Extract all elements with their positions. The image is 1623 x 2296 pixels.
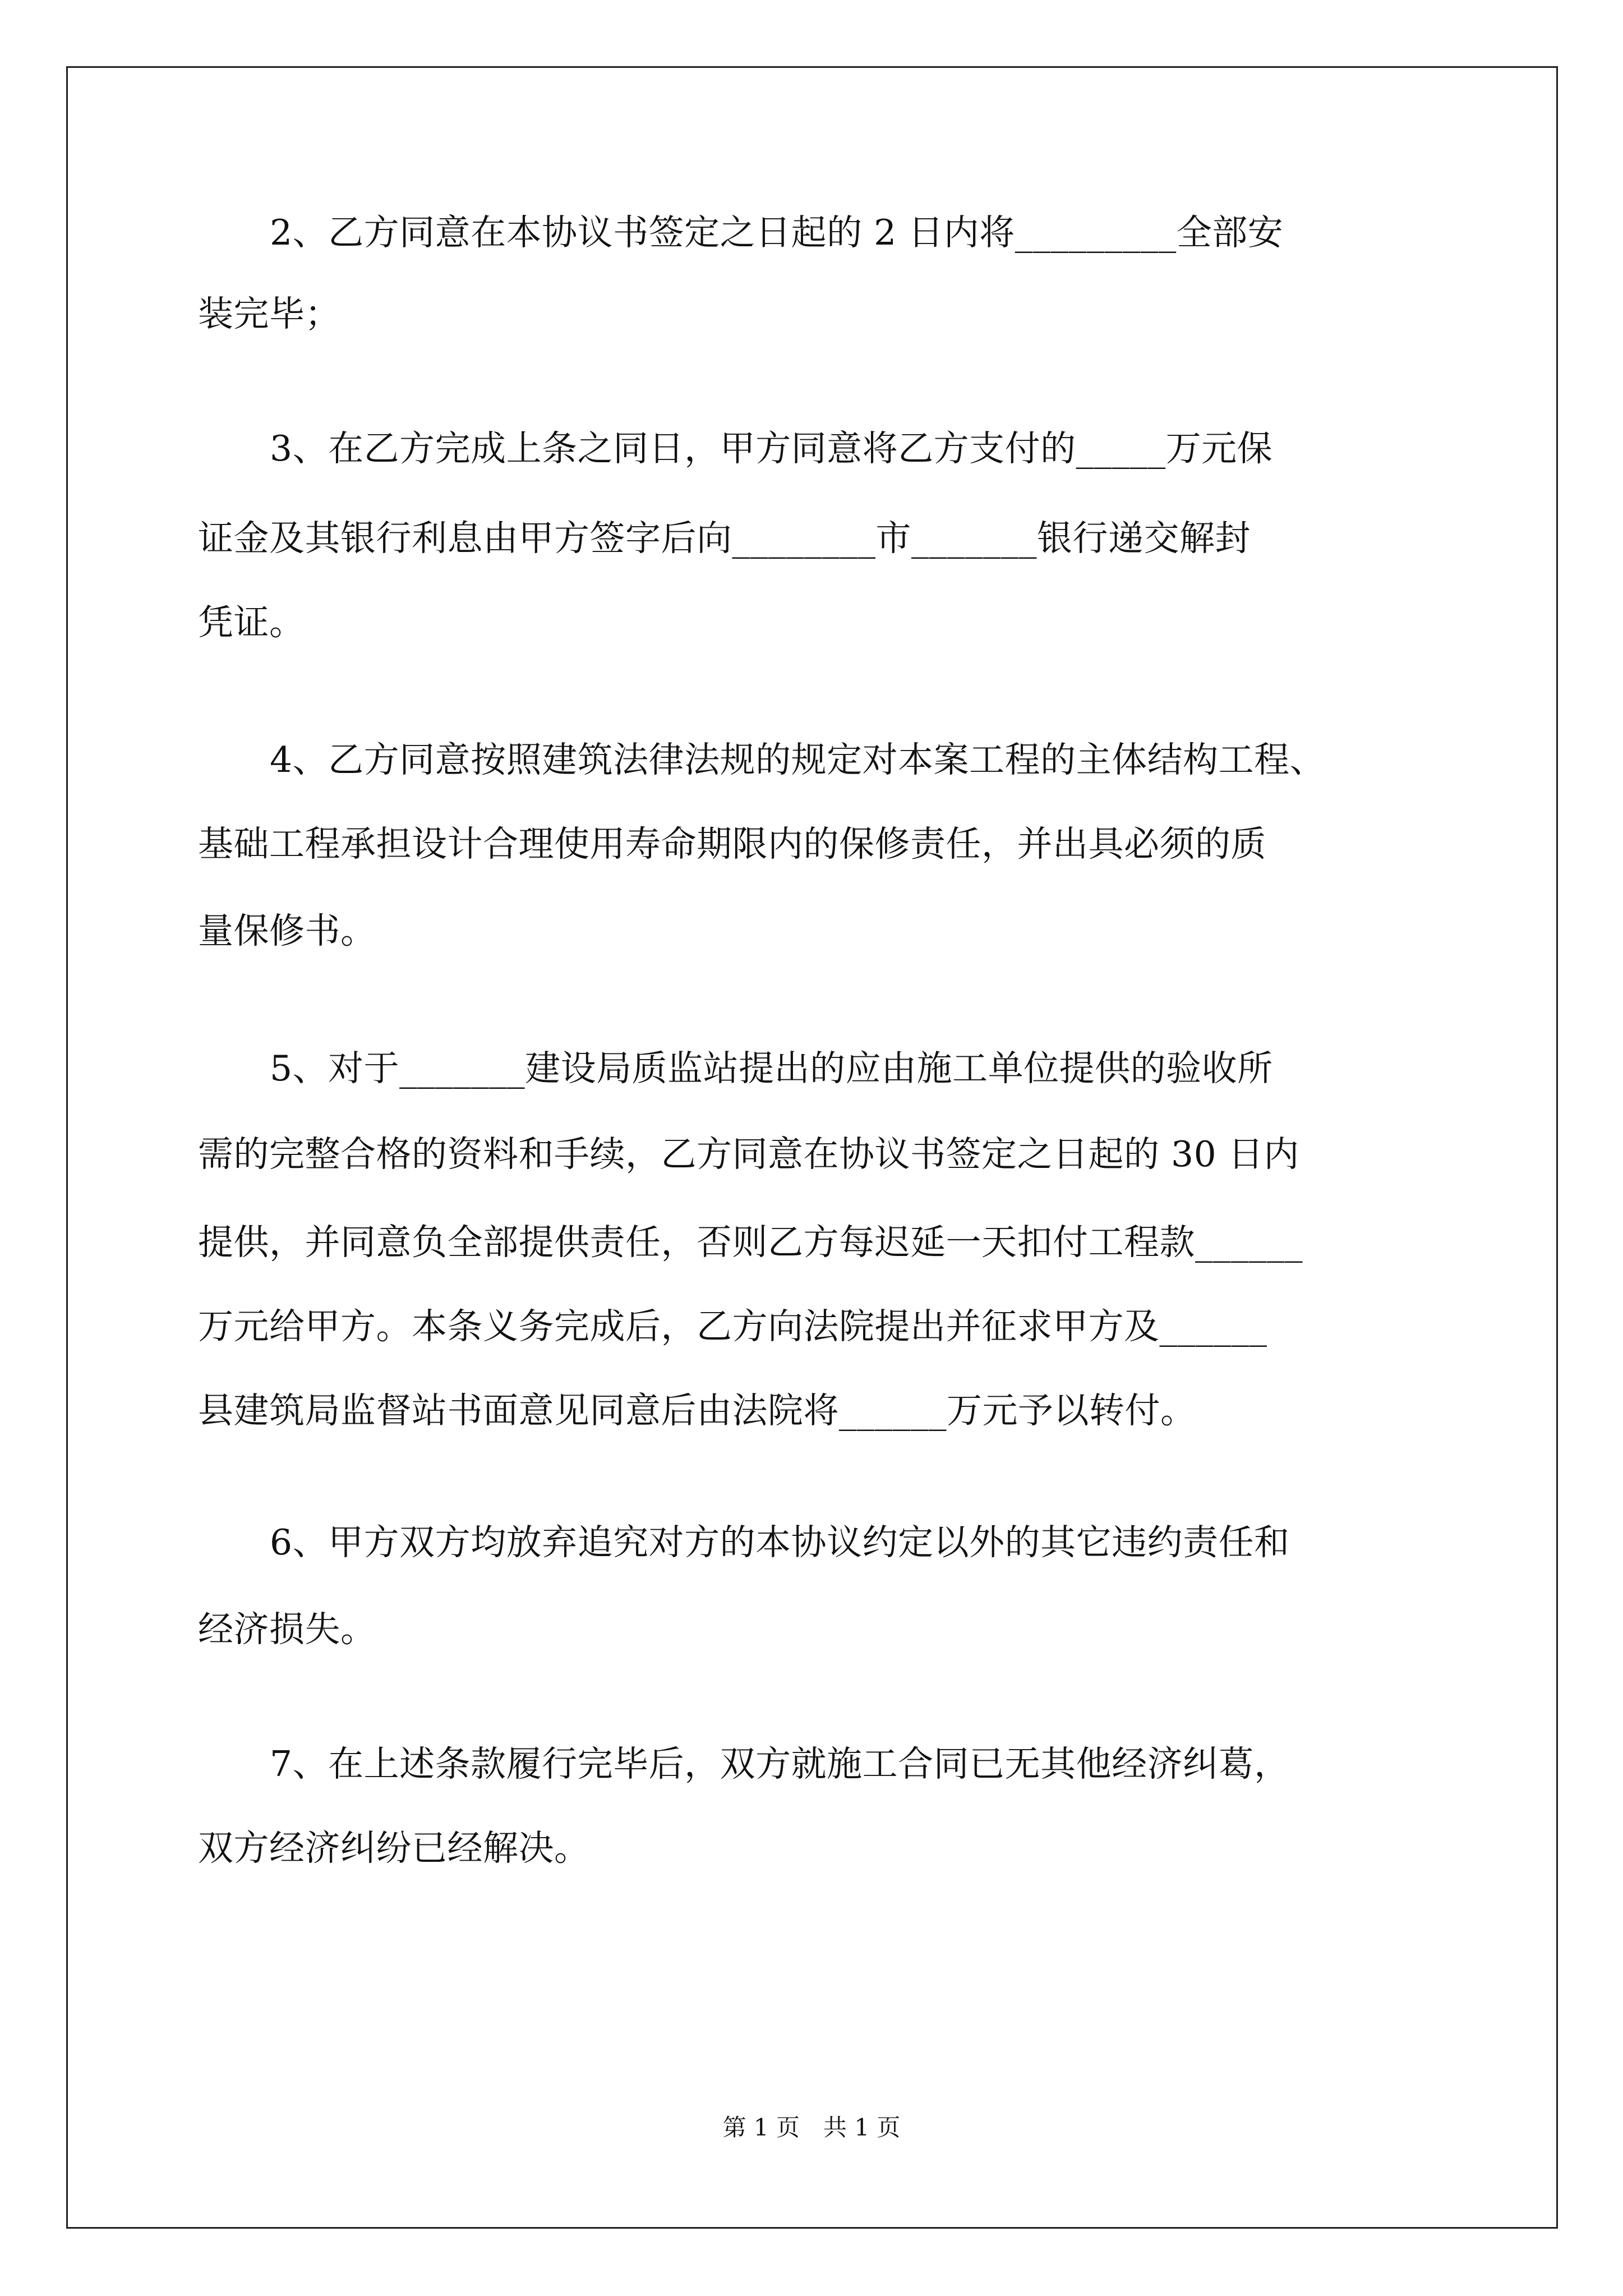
clause-7-line-1: 7、在上述条款履行完毕后，双方就施工合同已无其他经济纠葛， [270, 1743, 1290, 1784]
clause-3-line-3: 凭证。 [198, 602, 305, 643]
clause-5-line-3: 提供，并同意负全部提供责任，否则乙方每迟延一天扣付工程款______ [198, 1222, 1303, 1263]
clause-5-line-5: 县建筑局监督站书面意见同意后由法院将______万元予以转付。 [198, 1390, 1196, 1431]
clause-4-line-1: 4、乙方同意按照建筑法律法规的规定对本案工程的主体结构工程、 [270, 739, 1326, 780]
clause-5-line-1: 5、对于_______建设局质监站提出的应由施工单位提供的验收所 [270, 1048, 1273, 1089]
clause-5-line-2: 需的完整合格的资料和手续，乙方同意在协议书签定之日起的 30 日内 [198, 1134, 1299, 1175]
clause-6-line-2: 经济损失。 [198, 1609, 376, 1650]
clause-4-line-2: 基础工程承担设计合理使用寿命期限内的保修责任，并出具必须的质 [198, 823, 1266, 864]
page-footer: 第 1 页 共 1 页 [722, 2114, 901, 2141]
clause-2-line-1: 2、乙方同意在本协议书签定之日起的 2 日内将_________全部安 [270, 212, 1284, 253]
clause-5-line-4: 万元给甲方。本条义务完成后，乙方向法院提出并征求甲方及______ [198, 1306, 1267, 1347]
clause-7-line-2: 双方经济纠纷已经解决。 [198, 1828, 590, 1869]
clause-4-line-3: 量保修书。 [198, 910, 376, 951]
clause-6-line-1: 6、甲方双方均放弃追究对方的本协议约定以外的其它违约责任和 [270, 1522, 1290, 1563]
clause-2-line-2: 装完毕； [198, 293, 340, 334]
clause-3-line-1: 3、在乙方完成上条之同日，甲方同意将乙方支付的_____万元保 [270, 428, 1273, 469]
clause-3-line-2: 证金及其银行利息由甲方签字后向________市_______银行递交解封 [198, 518, 1251, 559]
